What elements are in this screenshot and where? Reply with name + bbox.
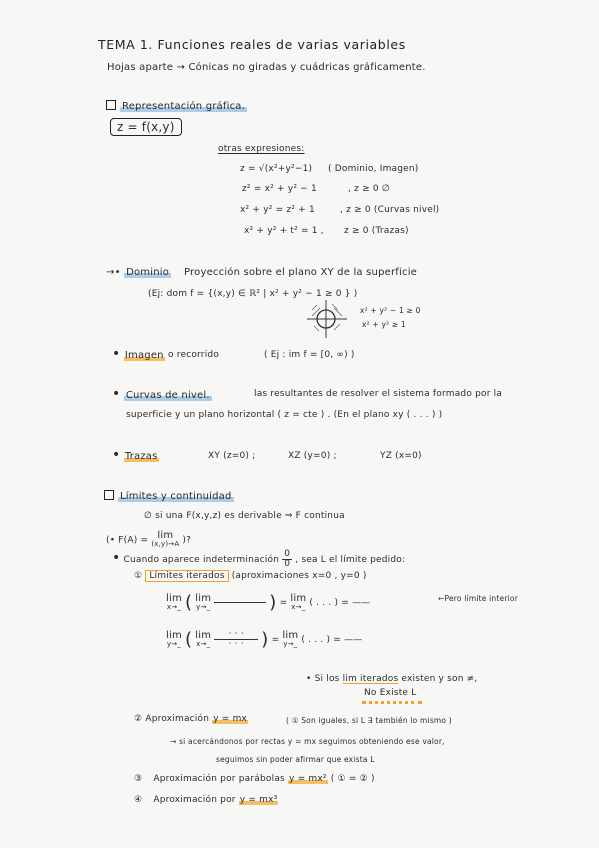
imagen-row <box>112 346 165 362</box>
dominio-label: Dominio <box>126 267 170 278</box>
step-4-eq: y = mx³ <box>239 795 278 805</box>
indet-text: Cuando aparece indeterminación <box>123 555 280 565</box>
iter-note-c: existen y son ≠, <box>401 674 478 684</box>
curvas-label: Curvas de nivel. <box>125 390 210 401</box>
question-end: )? <box>182 535 192 546</box>
step-4-label: Aproximación por <box>153 795 236 805</box>
row-2-result: ( . . . ) = —— <box>301 635 363 645</box>
lim-y: lim y→_ <box>195 592 212 611</box>
indeterminacion-row <box>112 550 405 569</box>
section-heading: Representación gráfica. <box>122 101 245 112</box>
step-2-note: ( ① Son iguales, si L ∃ también lo mismo ) <box>286 716 452 725</box>
imagen-example: ( Ej : im f = [0, ∞) ) <box>264 350 355 360</box>
lim-y: lim y→_ <box>166 629 182 648</box>
expr-3-note: , z ≥ 0 (Curvas nivel) <box>340 205 440 215</box>
bullet-icon: • <box>112 447 121 463</box>
iterated-limit-row-2 <box>166 629 363 650</box>
step-1-number: ① <box>134 571 143 581</box>
expr-3-eq: x² + y² = z² + 1 <box>240 205 315 215</box>
expr-2-note: , z ≥ 0 ∅ <box>348 184 390 194</box>
step-3-eq: y = mx² <box>288 774 327 784</box>
imagen-text: o recorrido <box>168 350 220 360</box>
section-representacion <box>106 100 247 112</box>
page-subtitle: Hojas aparte → Cónicas no giradas y cuádricas gráficamente. <box>107 62 426 73</box>
iter-note-b: lim iterados <box>342 674 399 684</box>
lim-y: lim y→_ <box>282 629 299 648</box>
limit-question <box>106 531 191 549</box>
paren-open: ( <box>184 629 193 650</box>
expr-4-eq: x² + y² + t² = 1 , <box>244 226 324 236</box>
step-2-line-2: → si acercándonos por rectas y = mx seguimos obteniendo ese valor, <box>170 737 445 746</box>
paren-open: ( <box>184 592 193 613</box>
blank-line <box>214 602 266 603</box>
step-2-row <box>134 714 248 724</box>
question-start: (• F(A) = <box>106 535 149 546</box>
step-3-number: ③ <box>134 774 143 784</box>
iter-note-a: • Si los <box>306 674 340 684</box>
arrow-bullet-icon: →• <box>106 267 121 278</box>
equals: = <box>271 635 280 645</box>
paren-close: ) <box>269 592 277 613</box>
lim-x: lim x→_ <box>166 592 182 611</box>
iterated-note-1 <box>306 674 477 684</box>
step-2-label: Aproximación <box>145 714 210 724</box>
iterated-note-2: No Existe L <box>364 688 417 698</box>
step-1-label: Límites iterados <box>145 570 228 582</box>
trazas-xz: XZ (y=0) ; <box>288 451 337 461</box>
continuity-statement: ∅ si una F(x,y,z) es derivable ⇒ F continua <box>144 511 345 521</box>
inner-fraction: $\frac{\cdot \cdot \cdot}{\cdot \cdot \cdot}$ <box>214 630 258 649</box>
checkbox-square-icon <box>104 490 114 500</box>
imagen-label: Imagen <box>124 350 164 361</box>
other-expressions-label: otras expresiones: <box>218 144 305 154</box>
step-3-note: ( ① = ② ) <box>330 774 375 784</box>
row-1-result: ( . . . ) = —— <box>309 598 371 608</box>
limites-heading: Límites y continuidad <box>120 491 232 502</box>
row-1-note: ←Pero límite interior <box>438 594 518 603</box>
curvas-row <box>112 386 212 402</box>
step-4-row <box>134 795 278 805</box>
lim-x: lim x→_ <box>195 629 212 648</box>
step-1-row <box>134 571 367 581</box>
expr-1-note: ( Dominio, Imagen) <box>328 164 419 174</box>
lim-x: lim x→_ <box>290 592 307 611</box>
equals: = <box>279 598 288 608</box>
expr-1-eq: z = √(x²+y²−1) <box>240 164 313 174</box>
step-2-number: ② <box>134 714 143 724</box>
step-1-desc: (aproximaciones x=0 , y=0 ) <box>231 571 367 581</box>
iterated-limit-row-1 <box>166 592 371 613</box>
page-title: TEMA 1. Funciones reales de varias variables <box>98 37 406 52</box>
lim-operator: lim (x,y)→A <box>151 530 180 548</box>
trazas-row <box>112 447 159 463</box>
section-limites <box>104 490 234 502</box>
bullet-icon: • <box>112 550 121 566</box>
expr-4-note: z ≥ 0 (Trazas) <box>344 226 409 236</box>
curvas-text-1: las resultantes de resolver el sistema formado por la <box>254 389 503 399</box>
curvas-text-2: superficie y un plano horizontal ( z = cte ) . (En el plano xy ( . . . ) ) <box>126 410 443 420</box>
formula-box: z = f(x,y) <box>110 118 182 136</box>
dotted-underline <box>362 697 422 704</box>
trazas-label: Trazas <box>124 451 158 462</box>
main-formula <box>110 120 182 134</box>
indet-fraction: $\frac{0}{0}$ <box>284 549 291 569</box>
bullet-icon: • <box>112 346 121 362</box>
expr-2-eq: z² = x² + y² − 1 <box>242 184 317 194</box>
step-2-line-3: seguimos sin poder afirmar que exista L <box>216 755 375 764</box>
dominio-example: (Ej: dom f = {(x,y) ∈ ℝ² | x² + y² − 1 ≥ 0 } ) <box>148 289 358 299</box>
paren-close: ) <box>261 629 269 650</box>
step-3-row <box>134 774 375 784</box>
domain-circle-sketch-icon <box>304 298 350 340</box>
dominio-desc: Proyección sobre el plano XY de la superficie <box>184 267 418 278</box>
dominio-note-2: x² + y² ≥ 1 <box>362 320 406 329</box>
bullet-icon: • <box>112 386 121 402</box>
step-3-label: Aproximación por parábolas <box>153 774 285 784</box>
step-2-eq: y = mx <box>213 714 248 724</box>
dominio-note-1: x² + y² − 1 ≥ 0 <box>360 306 421 315</box>
checkbox-square-icon <box>106 100 116 110</box>
dominio-row <box>106 267 171 278</box>
step-4-number: ④ <box>134 795 143 805</box>
indet-end: , sea L el límite pedido: <box>295 555 406 565</box>
trazas-yz: YZ (x=0) <box>380 451 422 461</box>
trazas-xy: XY (z=0) ; <box>208 451 256 461</box>
